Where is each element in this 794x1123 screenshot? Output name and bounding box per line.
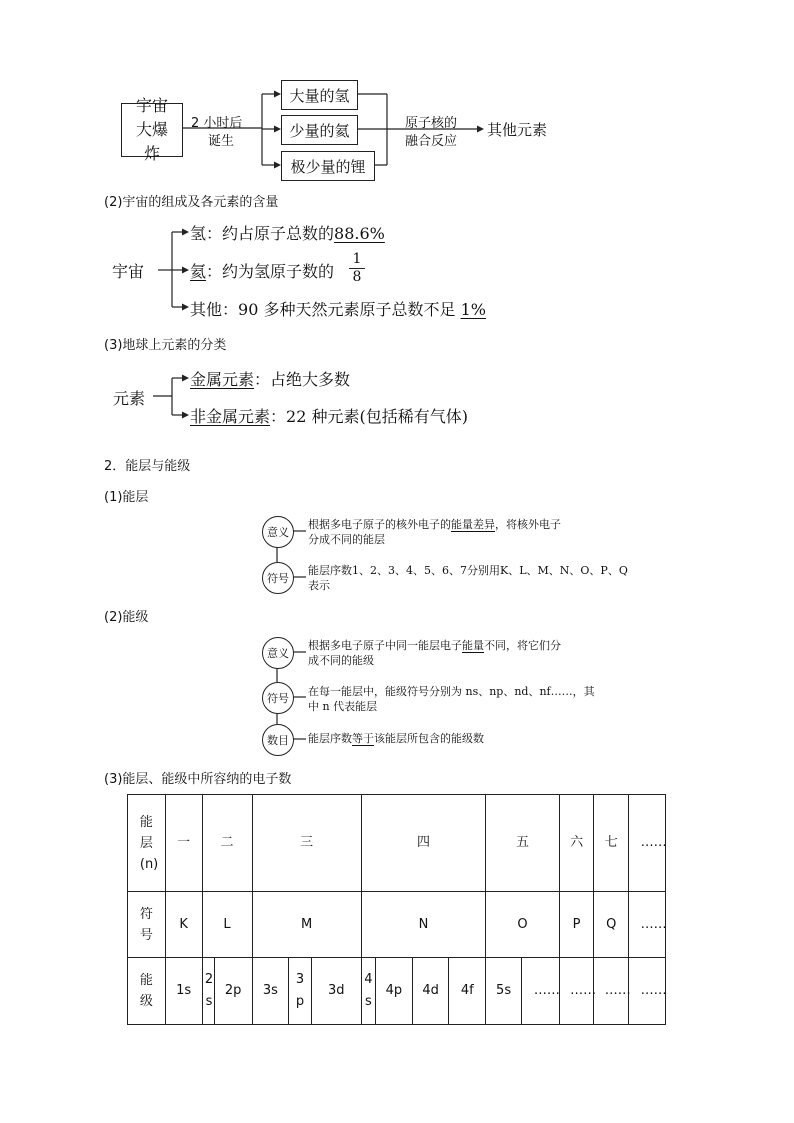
composition-heading: (2)宇宙的组成及各元素的含量 bbox=[104, 195, 279, 210]
item-sep: ： bbox=[222, 300, 239, 319]
text: ，将核外电子 bbox=[495, 518, 561, 531]
cell-symbol-K: K bbox=[165, 892, 202, 958]
layers-meaning-circle bbox=[262, 516, 294, 548]
circle-label: 意义 bbox=[267, 526, 289, 539]
ellipsis: …… bbox=[533, 983, 560, 998]
cell-level bbox=[559, 958, 597, 1025]
reaction-bottom-label: 融合反应 bbox=[405, 134, 458, 149]
cell-symbol-Q: Q bbox=[594, 892, 629, 958]
item-label: 其他 bbox=[190, 300, 223, 319]
composition-item-others bbox=[190, 297, 486, 320]
layers-meaning-line1 bbox=[308, 517, 561, 532]
cell-symbol-N: N bbox=[361, 892, 486, 958]
item-label: 氢 bbox=[190, 224, 207, 243]
ellipsis: …… bbox=[640, 835, 667, 850]
item-text: 约占原子总数的 bbox=[222, 224, 335, 243]
item-text: 占绝大多数 bbox=[270, 370, 351, 389]
cell-layer-3: 三 bbox=[252, 795, 361, 892]
result-label: 其他元素 bbox=[487, 121, 548, 139]
levels-meaning-line1 bbox=[308, 638, 561, 653]
cell-level: 3s bbox=[252, 958, 289, 1025]
layers-heading: (1)能层 bbox=[104, 490, 149, 505]
underlined-text: 能量差异 bbox=[451, 518, 495, 531]
cell-layer-5: 五 bbox=[486, 795, 560, 892]
cell-level bbox=[289, 958, 311, 1025]
text: 根据多电子原子中同一能层电子 bbox=[308, 639, 462, 652]
levels-symbol-line1: 在每一能层中，能级符号分别为 ns、np、nd、nf……，其 bbox=[308, 685, 595, 698]
product-label: 大量的氢 bbox=[289, 86, 350, 105]
header-text: 能级 bbox=[139, 973, 153, 1009]
arrow-time-label: 2 小时后 bbox=[191, 116, 243, 131]
level-text: 2s bbox=[204, 972, 214, 1009]
table-row-layers bbox=[128, 795, 666, 892]
cell-layer-4: 四 bbox=[361, 795, 486, 892]
cell-level bbox=[629, 958, 666, 1025]
big-bang-box bbox=[121, 96, 183, 163]
cell-level bbox=[202, 958, 214, 1025]
cell-level: 1s bbox=[165, 958, 202, 1025]
item-sep: ： bbox=[270, 407, 287, 426]
layers-symbol-line1: 能层序数1、2、3、4、5、6、7分别用K、L、M、N、O、P、Q bbox=[308, 564, 628, 577]
underlined-text: 等于 bbox=[352, 732, 374, 745]
classification-heading: (3)地球上元素的分类 bbox=[104, 338, 227, 353]
levels-count-line bbox=[308, 731, 484, 746]
cell-layer-more bbox=[629, 795, 666, 892]
cell-level: 3d bbox=[311, 958, 361, 1025]
item-value: 88.6% bbox=[334, 224, 385, 243]
cell-level: 4d bbox=[412, 958, 449, 1025]
ellipsis: …… bbox=[640, 983, 667, 998]
classification-item-metal bbox=[190, 367, 350, 390]
level-text: 3p bbox=[295, 972, 305, 1009]
cell-level: 5s bbox=[486, 958, 522, 1025]
fraction bbox=[349, 251, 365, 286]
product-box-hydrogen bbox=[281, 80, 358, 110]
ellipsis: …… bbox=[640, 916, 667, 932]
row-header-symbols bbox=[128, 892, 166, 958]
item-value: 1% bbox=[460, 300, 486, 319]
cell-symbol-L: L bbox=[202, 892, 252, 958]
product-label: 少量的氦 bbox=[289, 121, 350, 140]
item-label: 金属元素 bbox=[190, 370, 255, 389]
cell-level bbox=[594, 958, 629, 1025]
table-heading: (3)能层、能级中所容纳的电子数 bbox=[104, 772, 292, 787]
levels-meaning-line2: 成不同的能级 bbox=[308, 654, 374, 667]
item-text: 约为氢原子数的 bbox=[222, 262, 335, 281]
table-row-levels bbox=[128, 958, 666, 1025]
ellipsis: …… bbox=[570, 983, 597, 998]
circle-label: 数目 bbox=[267, 734, 289, 747]
text: 不同，将它们分 bbox=[484, 639, 561, 652]
cell-layer-6: 六 bbox=[559, 795, 594, 892]
header-text: 符号 bbox=[139, 906, 153, 943]
fraction-denominator: 8 bbox=[349, 268, 365, 286]
electron-table bbox=[127, 794, 666, 1025]
layers-symbol-circle bbox=[262, 562, 294, 594]
underlined-text: 能量 bbox=[462, 639, 484, 652]
cell-symbol-O: O bbox=[486, 892, 560, 958]
cell-level: 2p bbox=[214, 958, 252, 1025]
product-label: 极少量的锂 bbox=[290, 157, 366, 176]
cell-layer-7: 七 bbox=[594, 795, 629, 892]
level-text: 4s bbox=[364, 972, 373, 1009]
cell-layer-2: 二 bbox=[202, 795, 252, 892]
item-sep: ： bbox=[254, 370, 271, 389]
item-label: 氦 bbox=[190, 262, 207, 281]
cell-level bbox=[361, 958, 375, 1025]
circle-label: 符号 bbox=[267, 692, 289, 705]
circle-label: 意义 bbox=[267, 647, 289, 660]
cell-level: 4f bbox=[449, 958, 486, 1025]
text: 根据多电子原子的核外电子的 bbox=[308, 518, 451, 531]
ellipsis: …… bbox=[604, 983, 631, 998]
levels-symbol-circle bbox=[262, 682, 294, 714]
levels-meaning-circle bbox=[262, 637, 294, 669]
levels-count-circle bbox=[262, 724, 294, 756]
product-box-lithium bbox=[281, 151, 375, 181]
item-label: 非金属元素 bbox=[190, 407, 271, 426]
cell-level bbox=[521, 958, 559, 1025]
classification-root: 元素 bbox=[113, 389, 146, 408]
item-sep: ： bbox=[206, 224, 223, 243]
composition-root: 宇宙 bbox=[112, 262, 145, 281]
item-text: 90 多种天然元素原子总数不足 bbox=[238, 300, 456, 319]
levels-symbol-line2: 中 n 代表能层 bbox=[308, 700, 378, 713]
cell-symbol-P: P bbox=[559, 892, 594, 958]
composition-item-helium bbox=[190, 259, 334, 282]
item-sep: ： bbox=[206, 262, 223, 281]
cell-symbol-M: M bbox=[252, 892, 361, 958]
composition-item-hydrogen bbox=[190, 221, 385, 244]
cell-symbol-more bbox=[629, 892, 666, 958]
arrow-action-label: 诞生 bbox=[208, 134, 235, 149]
cell-layer-1: 一 bbox=[165, 795, 202, 892]
item-text: 22 种元素(包括稀有气体) bbox=[286, 407, 468, 426]
reaction-top-label: 原子核的 bbox=[405, 116, 458, 131]
classification-item-nonmetal bbox=[190, 404, 468, 427]
row-header-levels bbox=[128, 958, 166, 1025]
cell-level: 4p bbox=[376, 958, 413, 1025]
layers-symbol-line2: 表示 bbox=[308, 579, 330, 592]
text: 能层序数 bbox=[308, 732, 352, 745]
layers-meaning-line2: 分成不同的能层 bbox=[308, 533, 385, 546]
row-header-layers bbox=[128, 795, 166, 892]
table-row-symbols bbox=[128, 892, 666, 958]
levels-heading: (2)能级 bbox=[104, 610, 149, 625]
header-text: 能层(n) bbox=[139, 814, 159, 872]
text: 该能层所包含的能级数 bbox=[374, 732, 484, 745]
fraction-numerator: 1 bbox=[352, 251, 362, 267]
circle-label: 符号 bbox=[267, 572, 289, 585]
section2-heading: 2．能层与能级 bbox=[104, 459, 191, 474]
product-box-helium bbox=[281, 115, 358, 145]
big-bang-label: 宇宙大爆炸 bbox=[135, 96, 168, 163]
